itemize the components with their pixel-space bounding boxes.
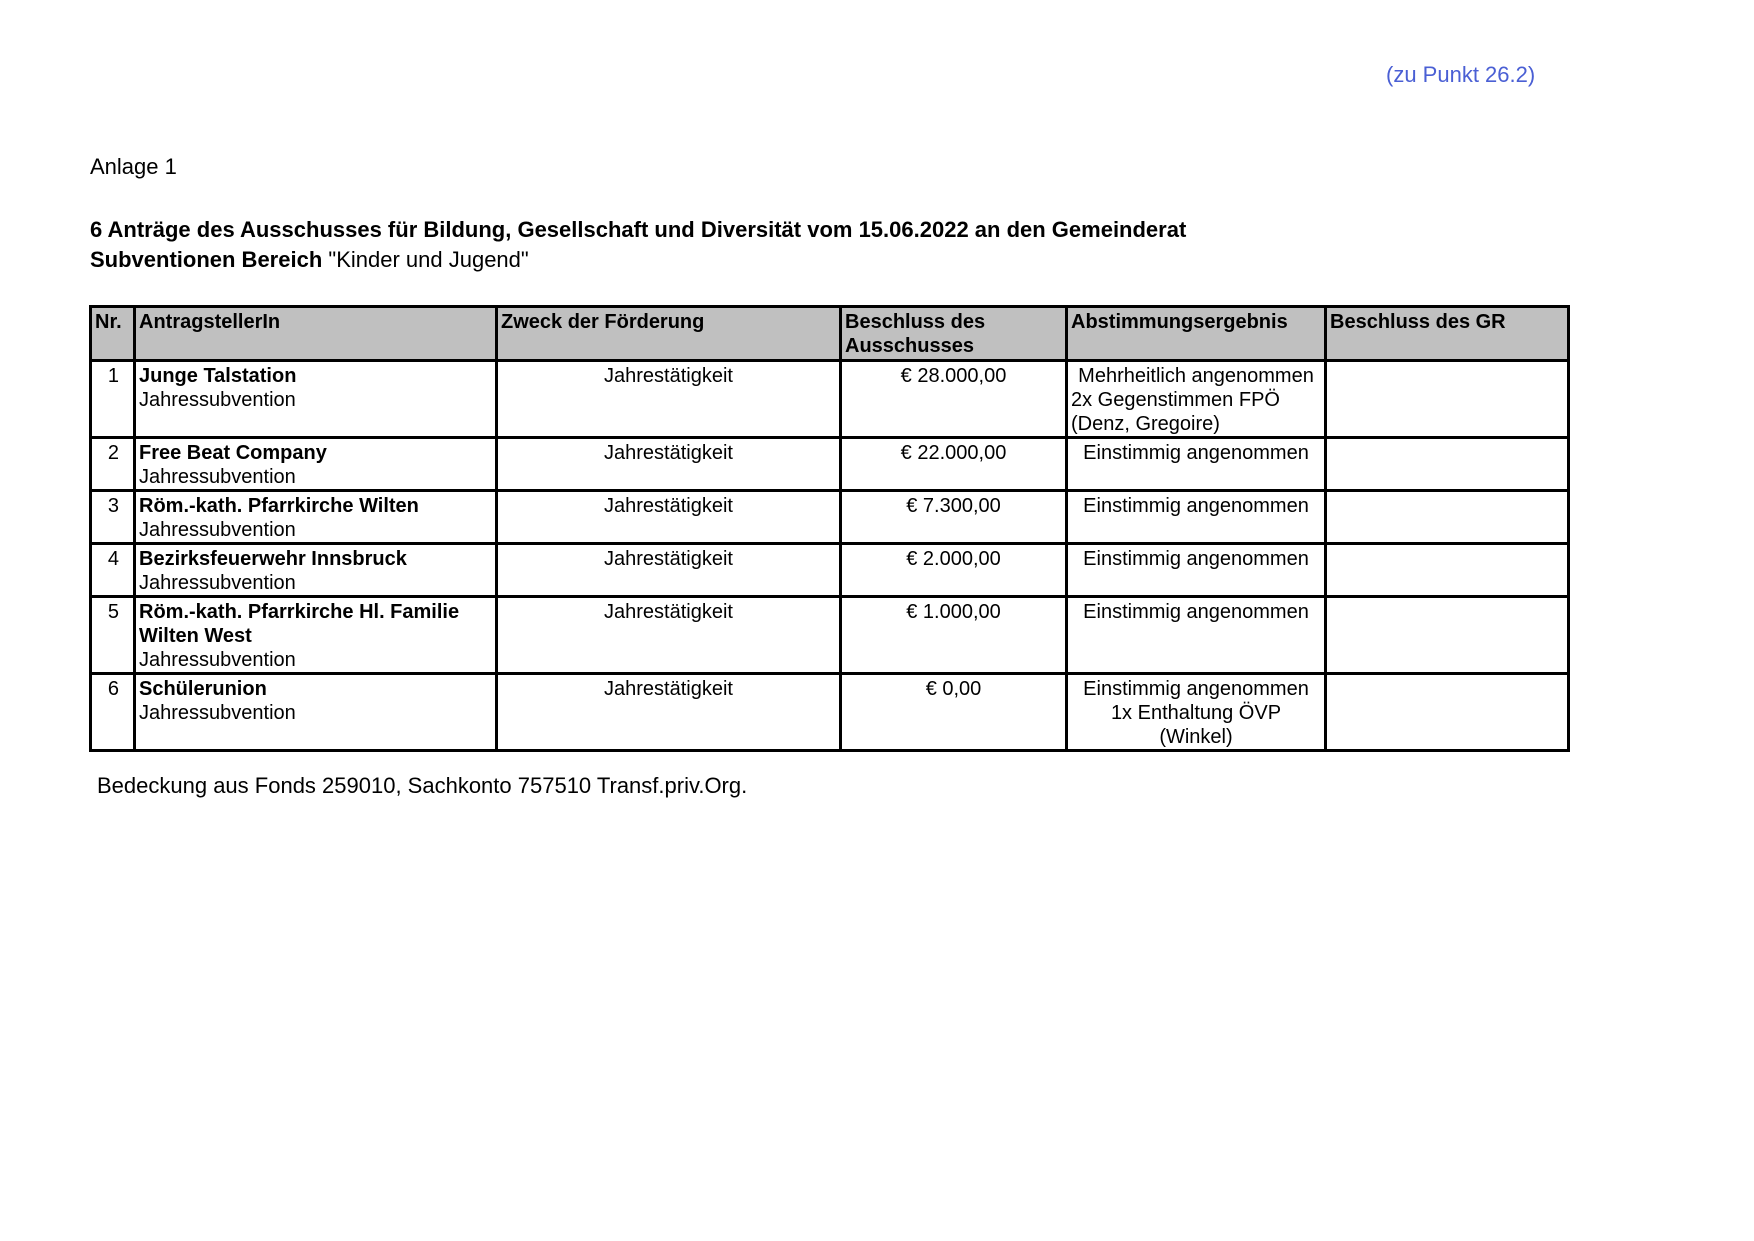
row-amount: € 22.000,00 bbox=[841, 438, 1067, 491]
table-row bbox=[91, 438, 1569, 491]
row-vote-result bbox=[1067, 438, 1326, 491]
applicant-name: Schülerunion bbox=[139, 678, 267, 700]
row-vote-result bbox=[1067, 361, 1326, 438]
vote-line: Einstimmig angenommen bbox=[1083, 495, 1309, 517]
col-header-council-decision: Beschluss des GR bbox=[1326, 307, 1569, 361]
col-header-nr: Nr. bbox=[91, 307, 135, 361]
row-council-decision bbox=[1326, 491, 1569, 544]
subtitle-rest: "Kinder und Jugend" bbox=[322, 247, 529, 272]
row-amount: € 1.000,00 bbox=[841, 597, 1067, 674]
row-vote-result bbox=[1067, 674, 1326, 751]
subsidy-table bbox=[89, 305, 1570, 752]
row-applicant bbox=[135, 544, 497, 597]
row-vote-result bbox=[1067, 491, 1326, 544]
row-applicant bbox=[135, 438, 497, 491]
col-header-purpose: Zweck der Förderung bbox=[497, 307, 841, 361]
row-council-decision bbox=[1326, 438, 1569, 491]
row-applicant bbox=[135, 597, 497, 674]
reference-note: (zu Punkt 26.2) bbox=[1386, 62, 1536, 87]
row-applicant bbox=[135, 361, 497, 438]
row-purpose: Jahrestätigkeit bbox=[497, 597, 841, 674]
document-title: 6 Anträge des Ausschusses für Bildung, Gesellschaft und Diversität vom 15.06.2022 an den Gemeinderat bbox=[90, 217, 1187, 242]
subtitle-bold: Subventionen Bereich bbox=[90, 247, 323, 272]
row-council-decision bbox=[1326, 361, 1569, 438]
document-subtitle bbox=[90, 245, 529, 275]
row-nr: 5 bbox=[91, 597, 135, 674]
applicant-name: Bezirksfeuerwehr Innsbruck bbox=[139, 548, 407, 570]
applicant-name: Wilten West bbox=[139, 625, 252, 647]
vote-line: Einstimmig angenommen bbox=[1083, 548, 1309, 570]
applicant-type: Jahressubvention bbox=[139, 389, 296, 411]
applicant-type: Jahressubvention bbox=[139, 466, 296, 488]
vote-line: (Winkel) bbox=[1159, 726, 1233, 748]
row-amount: € 28.000,00 bbox=[841, 361, 1067, 438]
table-row bbox=[91, 491, 1569, 544]
row-purpose: Jahrestätigkeit bbox=[497, 361, 841, 438]
vote-line: 1x Enthaltung ÖVP bbox=[1110, 702, 1282, 724]
row-applicant bbox=[135, 491, 497, 544]
row-vote-result bbox=[1067, 597, 1326, 674]
vote-line: (Denz, Gregoire) bbox=[1071, 413, 1220, 435]
applicant-type: Jahressubvention bbox=[139, 519, 296, 541]
table-row bbox=[91, 361, 1569, 438]
row-nr: 4 bbox=[91, 544, 135, 597]
applicant-name: Junge Talstation bbox=[139, 365, 297, 387]
col-header-vote-result: Abstimmungsergebnis bbox=[1067, 307, 1326, 361]
row-purpose: Jahrestätigkeit bbox=[497, 438, 841, 491]
table-row bbox=[91, 544, 1569, 597]
row-applicant bbox=[135, 674, 497, 751]
row-nr: 1 bbox=[91, 361, 135, 438]
row-amount: € 2.000,00 bbox=[841, 544, 1067, 597]
vote-line: 2x Gegenstimmen FPÖ bbox=[1071, 389, 1280, 411]
vote-line: Mehrheitlich angenommen bbox=[1078, 365, 1314, 387]
row-nr: 6 bbox=[91, 674, 135, 751]
vote-line: Einstimmig angenommen bbox=[1083, 442, 1309, 464]
applicant-type: Jahressubvention bbox=[139, 572, 296, 594]
applicant-name: Free Beat Company bbox=[139, 442, 327, 464]
row-amount: € 7.300,00 bbox=[841, 491, 1067, 544]
col-header-committee-decision: Beschluss des Ausschusses bbox=[841, 307, 1067, 361]
row-amount: € 0,00 bbox=[841, 674, 1067, 751]
applicant-type: Jahressubvention bbox=[139, 702, 296, 724]
attachment-label: Anlage 1 bbox=[90, 154, 177, 179]
coverage-note: Bedeckung aus Fonds 259010, Sachkonto 757510 Transf.priv.Org. bbox=[97, 773, 748, 798]
row-council-decision bbox=[1326, 544, 1569, 597]
table-row bbox=[91, 597, 1569, 674]
row-purpose: Jahrestätigkeit bbox=[497, 544, 841, 597]
row-council-decision bbox=[1326, 674, 1569, 751]
row-purpose: Jahrestätigkeit bbox=[497, 491, 841, 544]
row-vote-result bbox=[1067, 544, 1326, 597]
col-header-applicant: AntragstellerIn bbox=[135, 307, 497, 361]
applicant-name: Röm.-kath. Pfarrkirche Hl. Familie bbox=[139, 601, 460, 623]
row-nr: 3 bbox=[91, 491, 135, 544]
row-nr: 2 bbox=[91, 438, 135, 491]
table-header-row bbox=[91, 307, 1569, 361]
row-purpose: Jahrestätigkeit bbox=[497, 674, 841, 751]
table-row bbox=[91, 674, 1569, 751]
applicant-type: Jahressubvention bbox=[139, 649, 296, 671]
vote-line: Einstimmig angenommen bbox=[1083, 678, 1309, 700]
row-council-decision bbox=[1326, 597, 1569, 674]
applicant-name: Röm.-kath. Pfarrkirche Wilten bbox=[139, 495, 419, 517]
vote-line: Einstimmig angenommen bbox=[1083, 601, 1309, 623]
